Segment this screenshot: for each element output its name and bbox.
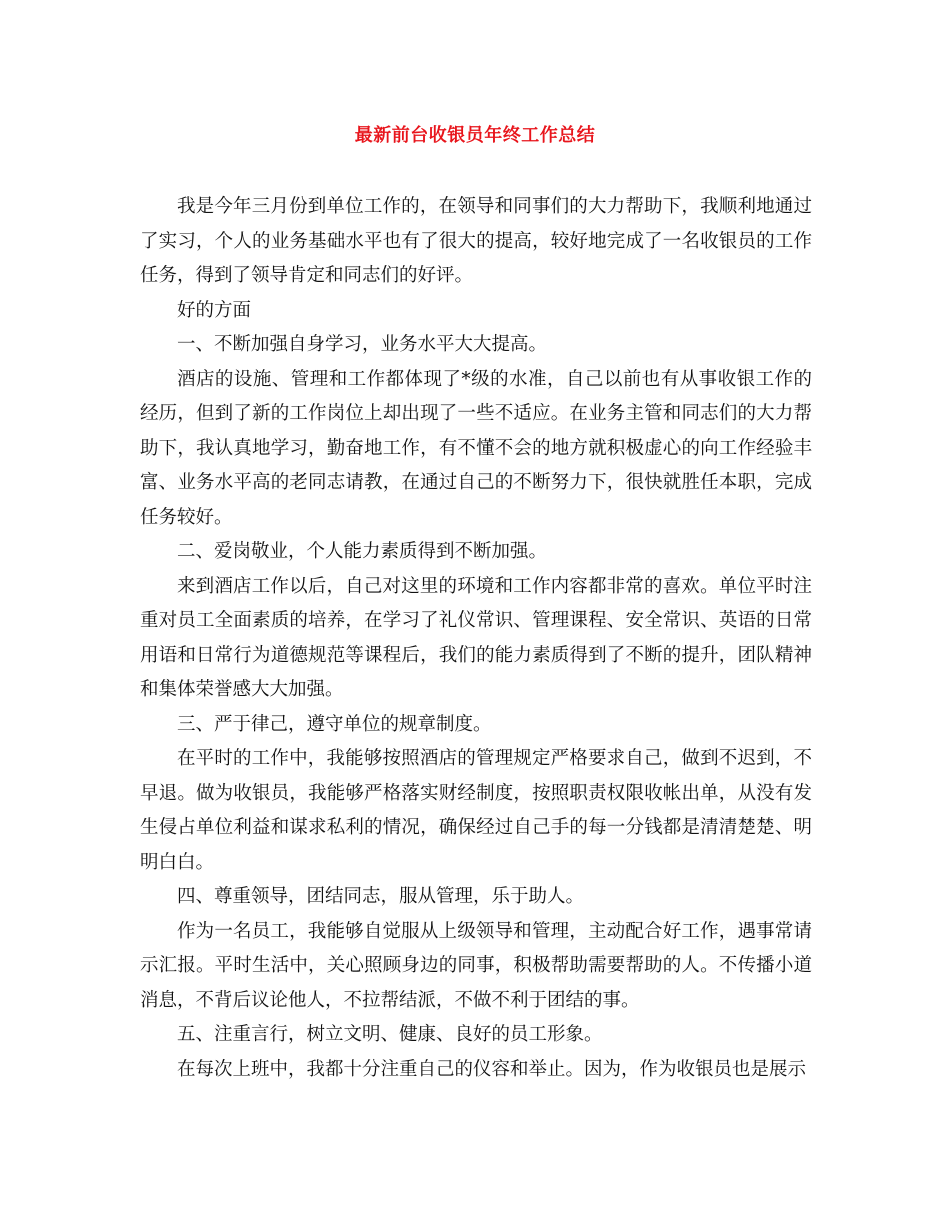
point-heading-1: 一、不断加强自身学习，业务水平大大提高。 [177,334,548,355]
point-body-3: 在平时的工作中，我能够按照酒店的管理规定严格要求自己，做到不迟到，不早退。做为收银员，我能够严格落实财经制度，按照职责权限收帐出单，从没有发生侵占单位利益和谋求私利的情况，确保经过自己手的每一分钱都是清清楚楚、明明白白。 [140,748,812,873]
section-heading-good-aspects: 好的方面 [177,299,252,321]
paragraph-intro: 我是今年三月份到单位工作的，在领导和同事们的大力帮助下，我顺利地通过了实习，个人的业务基础水平也有了很大的提高，较好地完成了一名收银员的工作任务，得到了领导肯定和同志们的好评。 [140,196,812,286]
point-body-5: 在每次上班中，我都十分注重自己的仪容和举止。因为，作为收银员也是展示 [177,1058,807,1080]
point-body-4: 作为一名员工，我能够自觉服从上级领导和管理，主动配合好工作，遇事常请示汇报。平时生活中，关心照顾身边的同事，积极帮助需要帮助的人。不传播小道消息，不背后议论他人，不拉帮结派，不做不利于团结的事。 [140,920,812,1011]
document-body [140,190,812,1087]
point-body-1: 酒店的设施、管理和工作都体现了*级的水准，自己以前也有从事收银工作的经历，但到了新的工作岗位上却出现了一些不适应。在业务主管和同志们的大力帮助下，我认真地学习，勤奋地工作，有不懂不会的地方就积极虚心的向工作经验丰富、业务水平高的老同志请教，在通过自己的不断努力下，很快就胜任本职，完成任务较好。 [140,368,812,528]
point-heading-3: 三、严于律己，遵守单位的规章制度。 [177,713,492,735]
point-heading-4: 四、尊重领导，团结同志，服从管理，乐于助人。 [177,886,585,907]
point-heading-2: 二、爱岗敬业，个人能力素质得到不断加强。 [177,541,548,562]
document-title: 最新前台收银员年终工作总结 [354,125,596,146]
point-heading-5: 五、注重言行，树立文明、健康、良好的员工形象。 [177,1024,603,1045]
point-body-2: 来到酒店工作以后，自己对这里的环境和工作内容都非常的喜欢。单位平时注重对员工全面素质的培养，在学习了礼仪常识、管理课程、安全常识、英语的日常用语和日常行为道德规范等课程后，我们的能力素质得到了不断的提升，团队精神和集体荣誉感大大加强。 [140,575,812,700]
